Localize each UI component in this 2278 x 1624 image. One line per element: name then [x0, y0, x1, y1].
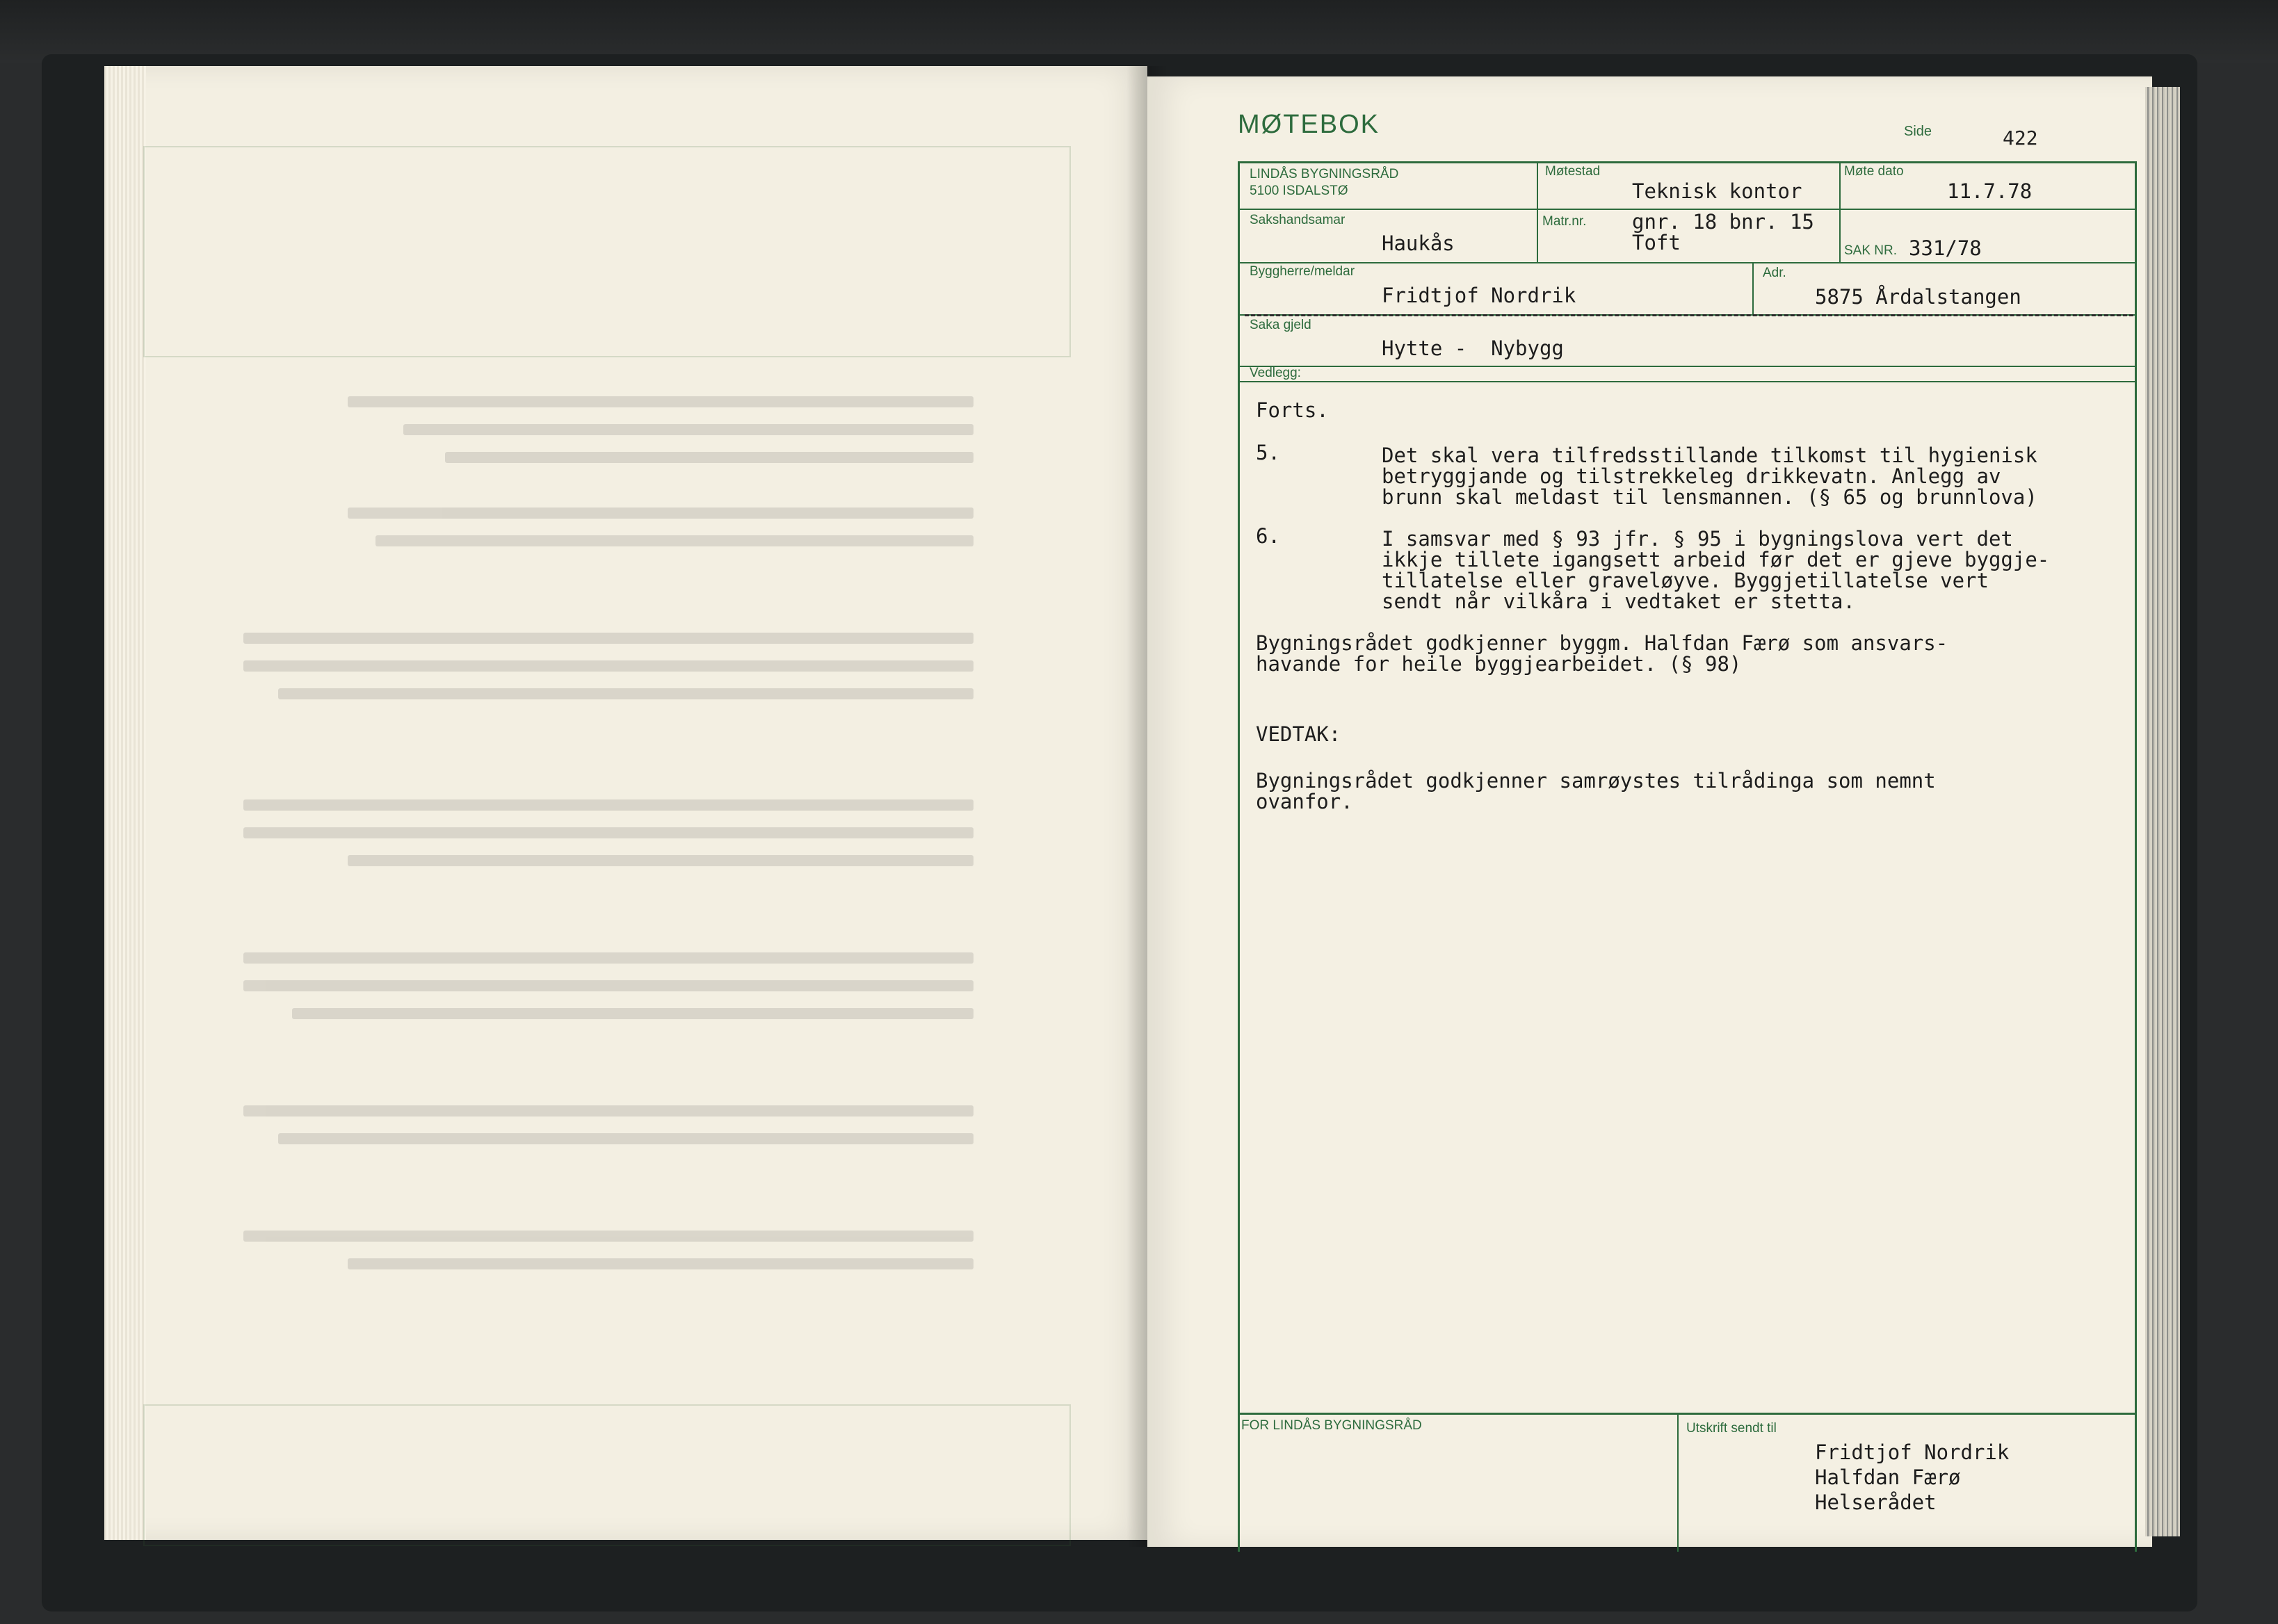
- footer-top-border: [1238, 1413, 2137, 1415]
- saknr-label: SAK NR.: [1844, 243, 1898, 258]
- matr-label: Matr.nr.: [1542, 214, 1587, 229]
- ghost-text-line: [243, 827, 974, 838]
- org-line-1: LINDÅS BYGNINGSRÅD: [1250, 167, 1399, 181]
- page-title: MØTEBOK: [1238, 110, 1380, 139]
- ghost-header-box: [143, 146, 1071, 357]
- ghost-text-line: [243, 952, 974, 964]
- ghost-text-line: [348, 855, 974, 866]
- form-left-border: [1238, 161, 1240, 1454]
- ghost-text-line: [348, 396, 974, 407]
- ghost-text-line: [375, 535, 974, 546]
- ghost-footer-box: [143, 1404, 1071, 1546]
- vedtak-heading: VEDTAK:: [1256, 722, 1341, 746]
- vedtak-paragraph: Bygningsrådet godkjenner samrøystes tilrådinga som nemnt ovanfor.: [1256, 769, 1936, 813]
- ghost-text-line: [243, 1231, 974, 1242]
- ghost-text-line: [243, 633, 974, 644]
- form-col-divider: [1752, 262, 1754, 314]
- bleed-through-ghost: [146, 104, 1071, 1425]
- ghost-text-line: [278, 1133, 974, 1144]
- ghost-text-line: [348, 508, 974, 519]
- form-row-divider: [1238, 262, 2137, 263]
- form-top-border: [1238, 161, 2137, 163]
- saknr-value: 331/78: [1909, 236, 1982, 260]
- recipient-1: Fridtjof Nordrik: [1815, 1440, 2010, 1464]
- forts-label: Forts.: [1256, 398, 1329, 422]
- saka-gjeld-label: Saka gjeld: [1250, 318, 1311, 332]
- sakshandsamar-value: Haukås: [1382, 232, 1455, 255]
- vedlegg-label: Vedlegg:: [1250, 366, 1301, 380]
- ghost-text-line: [243, 799, 974, 811]
- ghost-text-line: [403, 424, 974, 435]
- ghost-text-line: [243, 1105, 974, 1116]
- ansvarshavande-paragraph: Bygningsrådet godkjenner byggm. Halfdan Færø som ansvars- havande for heile byggjearbeidet. (§ 98): [1256, 631, 1948, 676]
- backdrop: [0, 0, 2278, 63]
- form-col-divider: [1537, 161, 1538, 262]
- left-page-edges: [104, 66, 146, 1540]
- motestad-value: Teknisk kontor: [1632, 179, 1802, 203]
- form-col-divider: [1839, 161, 1841, 262]
- recipient-2: Halfdan Færø: [1815, 1465, 1961, 1489]
- ghost-text-line: [292, 1008, 974, 1019]
- footer-left-border: [1238, 1454, 1240, 1552]
- adr-label: Adr.: [1763, 266, 1786, 280]
- adr-value: 5875 Årdalstangen: [1815, 285, 2021, 309]
- byggherre-label: Byggherre/meldar: [1250, 264, 1355, 279]
- form-right-border: [2135, 161, 2137, 1454]
- item-6-number: 6.: [1256, 524, 1280, 548]
- form-row-divider: [1238, 381, 2137, 382]
- sakshandsamar-label: Sakshandsamar: [1250, 213, 1346, 227]
- footer-for-label: FOR LINDÅS BYGNINGSRÅD: [1241, 1418, 1422, 1433]
- matr-value-2: Toft: [1632, 231, 1681, 254]
- typed-dash-line: [1245, 314, 2133, 316]
- matr-value-1: gnr. 18 bnr. 15: [1632, 210, 1814, 234]
- ghost-text-line: [278, 688, 974, 699]
- motedato-label: Møte dato: [1844, 164, 1904, 179]
- side-label: Side: [1904, 124, 1932, 139]
- side-number: 422: [2003, 127, 2038, 149]
- recipient-3: Helserådet: [1815, 1491, 1937, 1514]
- saka-gjeld-value: Hytte - Nybygg: [1382, 336, 1564, 360]
- footer-right-border: [2135, 1454, 2137, 1552]
- right-page-edges: [2145, 87, 2180, 1536]
- ghost-text-line: [445, 452, 974, 463]
- motestad-label: Møtestad: [1545, 164, 1601, 179]
- ghost-text-line: [243, 980, 974, 991]
- ghost-text-line: [348, 1258, 974, 1269]
- org-line-2: 5100 ISDALSTØ: [1250, 184, 1348, 198]
- item-5-text: Det skal vera tilfredsstillande tilkomst til hygienisk betryggjande og tilstrekkeleg drikkevatn. Anlegg av brunn skal meldast til lensmannen. (§ 65 og brunnlova): [1382, 444, 2037, 509]
- motedato-value: 11.7.78: [1947, 179, 2033, 203]
- footer-col-divider: [1677, 1413, 1679, 1552]
- item-5-number: 5.: [1256, 441, 1280, 464]
- form-row-divider: [1238, 366, 2137, 367]
- item-6-text: I samsvar med § 93 jfr. § 95 i bygningslova vert det ikkje tillete igangsett arbeid før det er gjeve byggje- tillatelse eller graveløyve. Byggjetillatelse vert sendt når vilkåra i vedtaket er stetta.: [1382, 527, 2050, 613]
- utskrift-label: Utskrift sendt til: [1686, 1421, 1777, 1436]
- ghost-text-line: [243, 660, 974, 672]
- byggherre-value: Fridtjof Nordrik: [1382, 284, 1576, 307]
